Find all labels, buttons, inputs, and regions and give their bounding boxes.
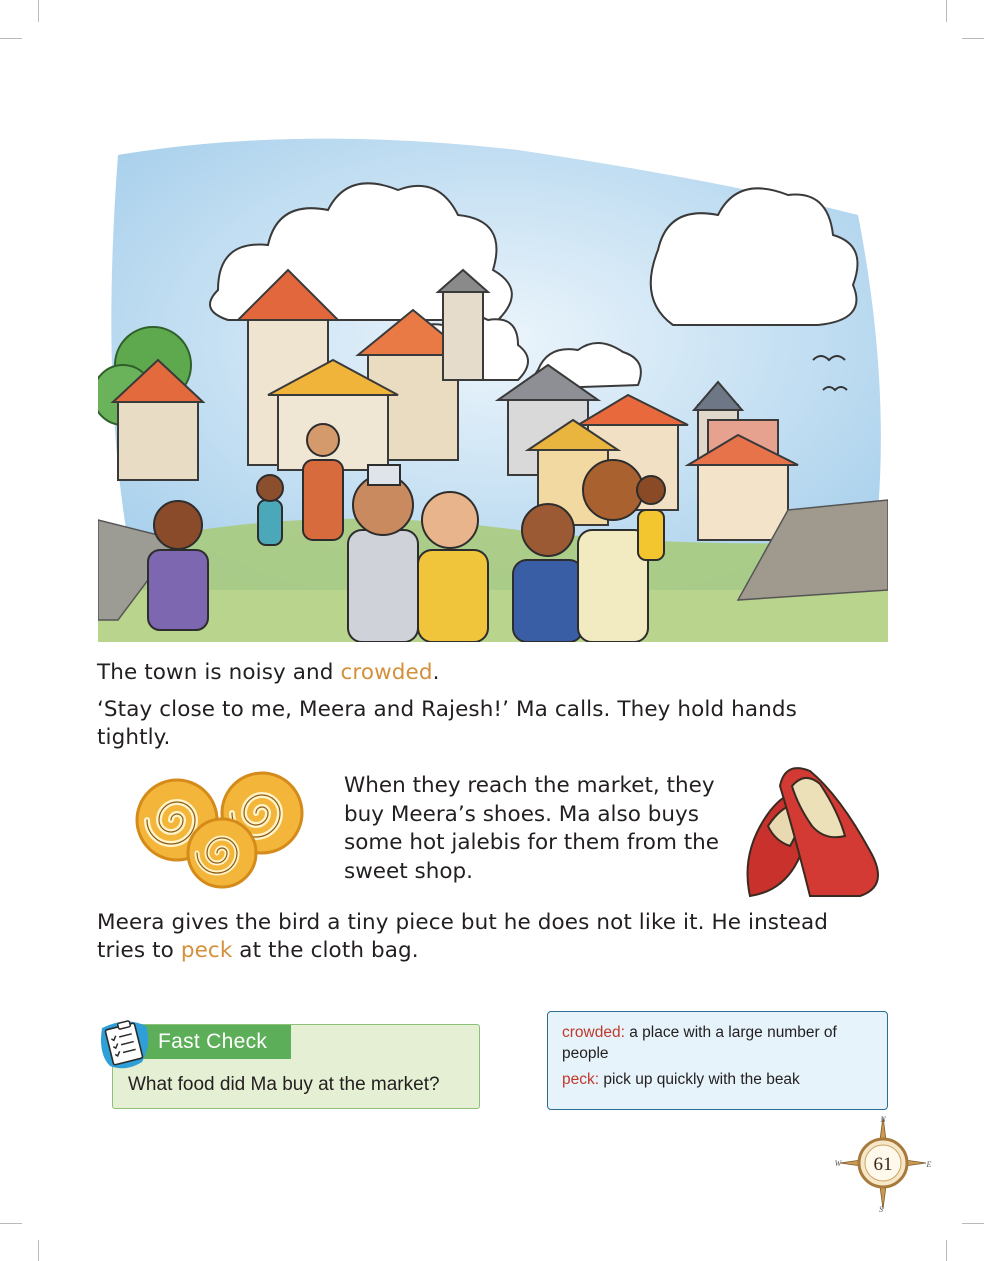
glossary-entry <box>562 1069 875 1090</box>
story-line-stay-close: ‘Stay close to me, Meera and Rajesh!’ Ma calls. They hold hands tightly. <box>97 697 797 750</box>
story-line-crowded <box>97 659 440 687</box>
shoes-illustration <box>740 756 890 901</box>
glossary-box <box>547 1011 888 1110</box>
crop-mark <box>946 1240 947 1261</box>
crop-mark <box>38 1240 39 1261</box>
clipboard-icon <box>96 1014 154 1072</box>
compass-letter-s: S <box>879 1205 883 1213</box>
compass-rose-icon <box>828 1113 938 1213</box>
glossary-definition: a place with a large number of people <box>562 1024 837 1062</box>
compass-letter-e: E <box>926 1160 932 1169</box>
crop-mark <box>0 1223 22 1224</box>
glossary-term: peck: <box>562 1071 600 1088</box>
crop-mark <box>38 0 39 22</box>
story-text: The town is noisy and <box>97 660 341 685</box>
compass-letter-w: W <box>834 1159 842 1168</box>
story-text: . <box>432 660 440 685</box>
jalebi-illustration <box>122 765 322 890</box>
story-market-paragraph: When they reach the market, they buy Meera’s shoes. Ma also buys some hot jalebis for them from the sweet shop. <box>344 773 720 884</box>
crop-mark <box>962 1223 984 1224</box>
fast-check-title: Fast Check <box>143 1025 291 1059</box>
compass-letter-n: N <box>880 1115 886 1124</box>
glossary-term: crowded: <box>562 1024 625 1041</box>
story-line-bird <box>97 909 867 965</box>
vocab-word-crowded: crowded <box>340 660 433 685</box>
story-text: Meera gives the bird a tiny piece but he does not like it. He instead tries to <box>97 910 828 963</box>
town-illustration <box>98 120 888 642</box>
glossary-entry <box>562 1022 875 1064</box>
fast-check-question: What food did Ma buy at the market? <box>128 1074 440 1095</box>
story-text: at the cloth bag. <box>232 938 419 963</box>
glossary-definition: pick up quickly with the beak <box>599 1071 800 1088</box>
crop-mark <box>946 0 947 22</box>
page-number: 61 <box>873 1154 893 1175</box>
crop-mark <box>0 38 22 39</box>
vocab-word-peck: peck <box>180 938 233 963</box>
crop-mark <box>962 38 984 39</box>
jalebi-bottom <box>188 819 256 887</box>
